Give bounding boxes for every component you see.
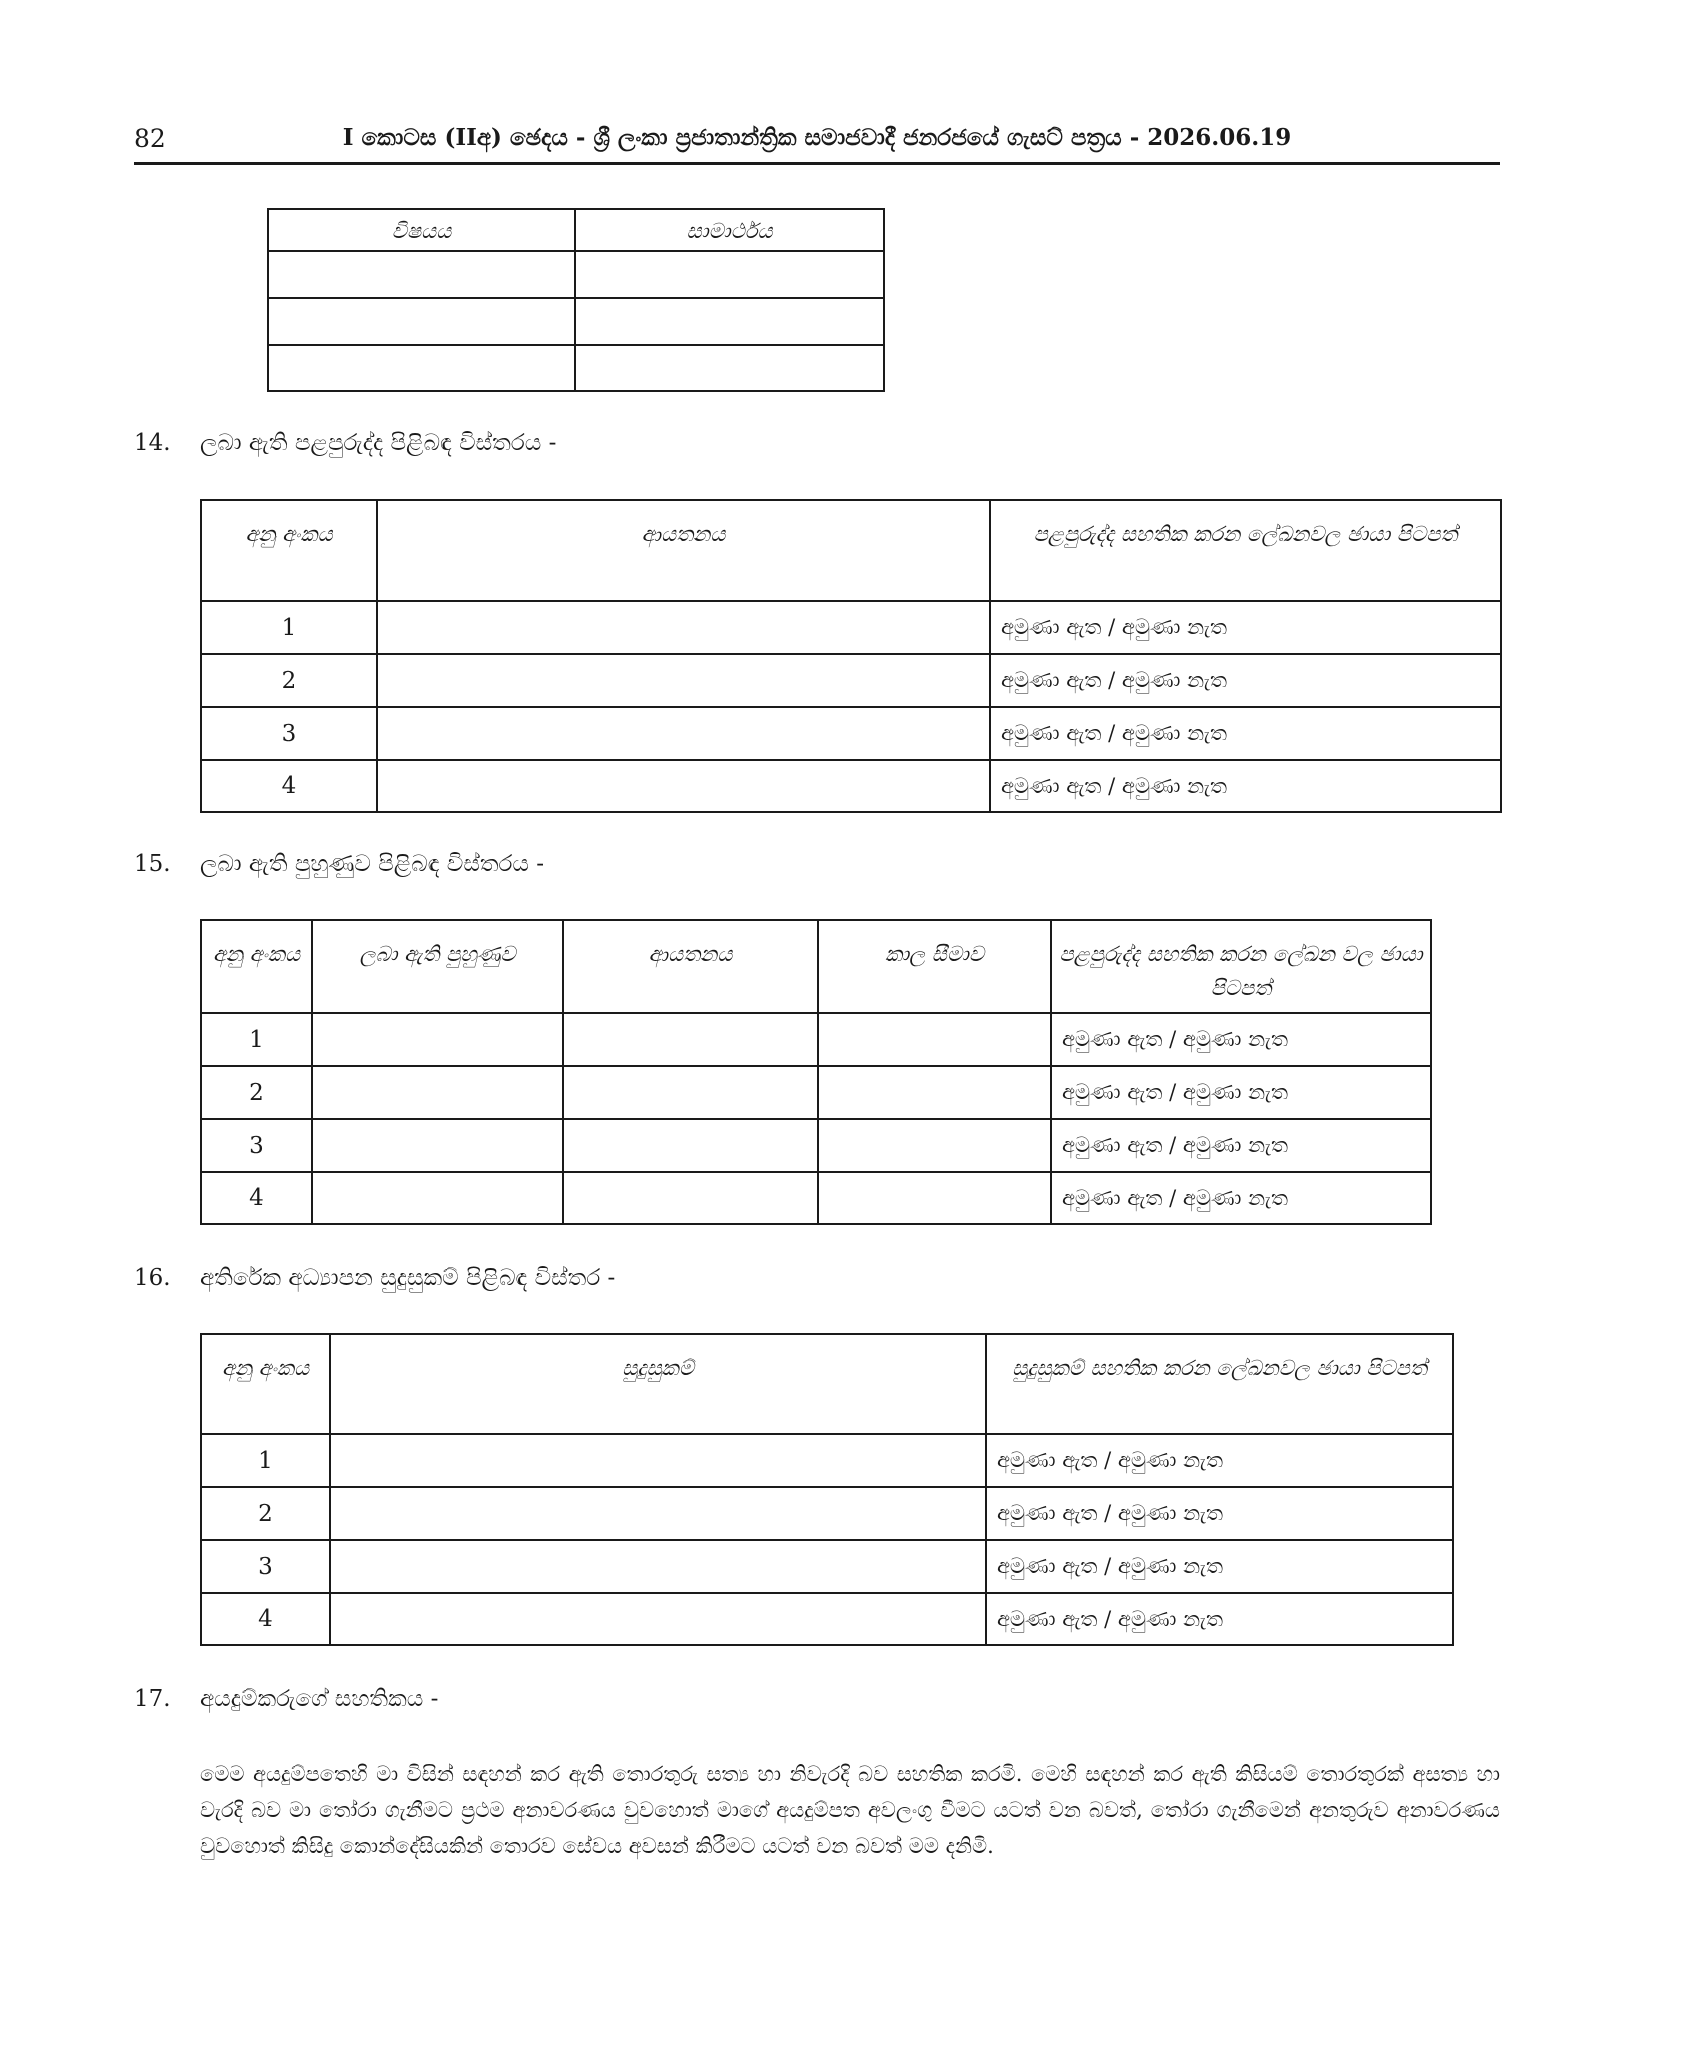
serial-no-header: අනු අංකය xyxy=(201,920,312,1013)
table-row: 4 අමුණා ඇත / අමුණා නැත xyxy=(201,1593,1453,1645)
subject-header: විෂයය xyxy=(268,209,575,251)
pass-header: සාමාර්ථය xyxy=(575,209,884,251)
table-row: 1 අමුණා ඇත / අමුණා නැත xyxy=(201,1013,1431,1066)
serial-no-header: අනු අංකය xyxy=(201,1334,330,1434)
serial-no-header: අනු අංකය xyxy=(201,500,377,601)
page-header xyxy=(134,122,1500,165)
table-row: 4 අමුණා ඇත / අමුණා නැත xyxy=(201,1172,1431,1224)
table-row xyxy=(268,345,884,391)
table-row: 2 අමුණා ඇත / අමුණා නැත xyxy=(201,1066,1431,1119)
documents-header: පළපුරුද්ද සහතික කරන ලේඛනවල ඡායා පිටපත් xyxy=(990,500,1501,601)
table-row: 2 අමුණා ඇත / අමුණා නැත xyxy=(201,1487,1453,1540)
table-row: 3 අමුණා ඇත / අමුණා නැත xyxy=(201,1119,1431,1172)
table-row: 1 අමුණා ඇත / අමුණා නැත xyxy=(201,601,1501,654)
table-row xyxy=(268,251,884,298)
applicant-declaration-text: මෙම අයදුම්පතෙහි මා විසින් සඳහන් කර ඇති තොරතුරු සත්‍ය හා නිවැරදි බව සහතික කරමි. මෙහි සඳහන් කර ඇති කිසියම් තොරතුරක් අසත්‍ය හා වැරදි බව මා තෝරා ගැනීමට ප්‍රථම අනාවරණය වුවහොත් මාගේ අයදුම්පත අවලංගු වීමට යටත් වන බවත්, තෝරා ගැනීමෙන් අනතුරුව අනාවරණය වුවහොත් කිසිදු කොන්දේසියකින් තොරව සේවය අවසන් කිරීමට යටත් වන බවත් මම දනිමි. xyxy=(200,1762,1500,1858)
table-row: 1 අමුණා ඇත / අමුණා නැත xyxy=(201,1434,1453,1487)
table-row: 2 අමුණා ඇත / අමුණා නැත xyxy=(201,654,1501,707)
table-row: 3 අමුණා ඇත / අමුණා නැත xyxy=(201,707,1501,760)
qualifications-header: සුදුසුකම් xyxy=(330,1334,986,1434)
table-row xyxy=(268,298,884,345)
institution-header: ආයතනය xyxy=(563,920,818,1013)
training-table xyxy=(200,919,1432,1225)
documents-header: පළපුරුද්ද සහතික කරන ලේඛන වල ඡායා පිටපත් xyxy=(1051,920,1431,1013)
training-header: ලබා ඇති පුහුණුව xyxy=(312,920,563,1013)
subject-table xyxy=(267,208,885,392)
gazette-page: 82 I කොටස (IIඅ) ඡෙදය - ශ්‍රී ලංකා ප්‍රජාතාන්ත්‍රික සමාජවාදී ජනරජයේ ගැසට් පත්‍රය - 2026.06.19 විෂයය සාමාර්ථය 14. ලබා ඇති පළපුරුද්ද පිළිබඳ විස්තරය - අනු අංකය ආයතනය පළපුරුද්ද සහතික කරන ලේඛනවල ඡායා පිටපත් 1 අමුණා ඇත / අමුණා නැත 2 අමුණා ඇත / අමුණා නැත 3 අමුණා ඇත / අමුණා නැත 4 අමුණා ඇත / අමුණා නැත 15. ලබා ඇති පුහුණුව පිළිබඳ විස්තරය - අනු අංකය ලබා ඇති පුහුණුව ආයතනය කාල සීමාව පළපුරුද්ද සහතික කරන ලේඛන වල ඡායා පිටපත් 1 අමුණා ඇත / අමුණා නැත 2 අමුණා ඇත / අමුණා නැත 3 අමුණා ඇත / අමුණා නැත 4 අමුණා ඇත / අමුණා නැත 16. අතිරේක අධ්‍යාපන සුදුසුකම් පිළිබඳ විස්තර - අනු අංකය සුදුසුකම් සුදුසුකම් සහතික කරන ලේඛනවල ඡායා පිටපත් 1 අමුණා ඇත / අමුණා නැත 2 අමුණා ඇත / අමුණා නැත 3 අමුණා ඇත / අමුණා නැත 4 අමුණා ඇත / අමුණා නැත 17. අයදුම්කරුගේ සහතිකය - මෙම අයදුම්පතෙහි මා විසින් සඳහන් කර ඇති තොරතුරු සත්‍ය හා නිවැරදි බව සහතික කරමි. මෙහි සඳහන් කර ඇති කිසියම් තොරතුරක් අසත්‍ය හා වැරදි බව මා තෝරා ගැනීමට ප්‍රථම අනාවරණය වුවහොත් මාගේ අයදුම්පත අවලංගු වීමට යටත් වන බවත්, තෝරා ගැනීමෙන් අනතුරුව අනාවරණය වුවහොත් කිසිදු කොන්දේසියකින් තොරව සේවය අවසන් කිරීමට යටත් වන බවත් මම දනිමි. xyxy=(0,0,1700,2050)
page-number: 82 xyxy=(134,124,166,153)
documents-header: සුදුසුකම් සහතික කරන ලේඛනවල ඡායා පිටපත් xyxy=(986,1334,1453,1434)
institution-header: ආයතනය xyxy=(377,500,990,601)
table-row: 4 අමුණා ඇත / අමුණා නැත xyxy=(201,760,1501,812)
table-row: 3 අමුණා ඇත / අමුණා නැත xyxy=(201,1540,1453,1593)
header-title: I කොටස (IIඅ) ඡෙදය - ශ්‍රී ලංකා ප්‍රජාතාන්ත්‍රික සමාජවාදී ජනරජයේ ගැසට් පත්‍රය - 2026.06.19 xyxy=(342,124,1292,151)
duration-header: කාල සීමාව xyxy=(818,920,1051,1013)
additional-qualifications-table xyxy=(200,1333,1454,1646)
experience-table xyxy=(200,499,1502,813)
